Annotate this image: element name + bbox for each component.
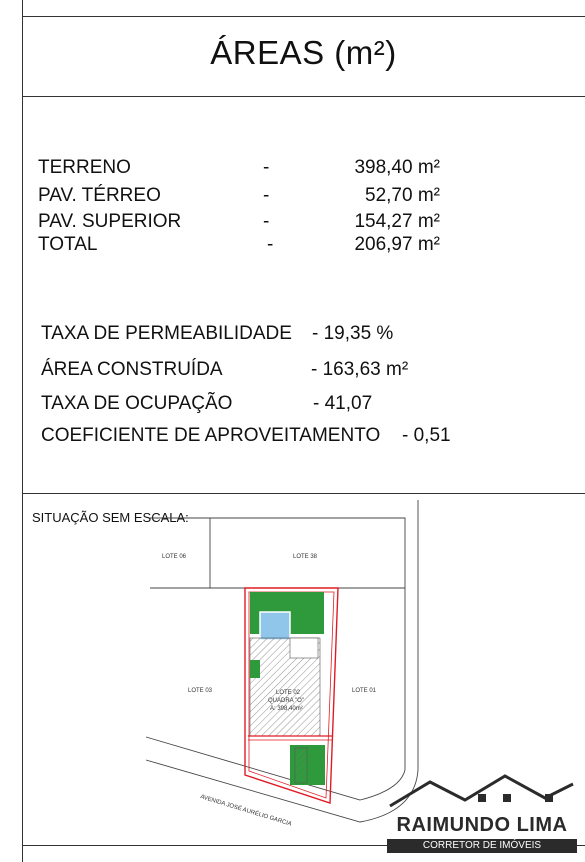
vegetation-side: [250, 660, 260, 678]
lot-label-01: LOTE 01: [352, 688, 377, 694]
index-label: ÁREA CONSTRUÍDA: [41, 359, 223, 380]
index-value: - 41,07: [313, 393, 373, 414]
area-separator: -: [263, 185, 270, 206]
lot-label-02: LOTE 02: [276, 690, 301, 696]
area-value: 52,70 m²: [365, 185, 440, 206]
stairs: [295, 748, 307, 783]
index-label: TAXA DE PERMEABILIDADE: [41, 323, 292, 344]
area-separator: -: [263, 211, 270, 232]
lot-block-label: QUADRA "O": [268, 698, 304, 704]
area-value: 398,40 m²: [354, 157, 440, 178]
index-label: COEFICIENTE DE APROVEITAMENTO: [41, 425, 381, 446]
lot-label-38: LOTE 38: [293, 554, 318, 560]
lot-label-06: LOTE 06: [162, 554, 187, 560]
pool-shape: [260, 612, 290, 640]
index-label: TAXA DE OCUPAÇÃO: [41, 393, 233, 414]
house-detail: [290, 638, 318, 658]
lot-area-label: A: 398,40m²: [270, 706, 303, 712]
logo-subtitle: CORRETOR DE IMÓVEIS: [387, 839, 577, 853]
area-label: PAV. TÉRREO: [38, 185, 161, 206]
area-label: TOTAL: [38, 234, 98, 255]
logo-name: RAIMUNDO LIMA: [396, 814, 568, 836]
situation-label: SITUAÇÃO SEM ESCALA:: [32, 510, 189, 525]
area-label: PAV. SUPERIOR: [38, 211, 182, 232]
area-value: 206,97 m²: [354, 234, 440, 255]
area-separator: -: [267, 234, 274, 255]
street-label: AVENIDA JOSÉ AURÉLIO GARCIA: [199, 794, 293, 828]
area-separator: -: [263, 157, 270, 178]
page-title: ÁREAS (m²): [210, 34, 397, 71]
area-value: 154,27 m²: [354, 211, 440, 232]
index-value: - 0,51: [402, 425, 451, 446]
index-value: - 19,35 %: [312, 323, 394, 344]
lot-label-03: LOTE 03: [188, 688, 213, 694]
index-value: - 163,63 m²: [311, 359, 409, 380]
area-label: TERRENO: [38, 157, 131, 178]
